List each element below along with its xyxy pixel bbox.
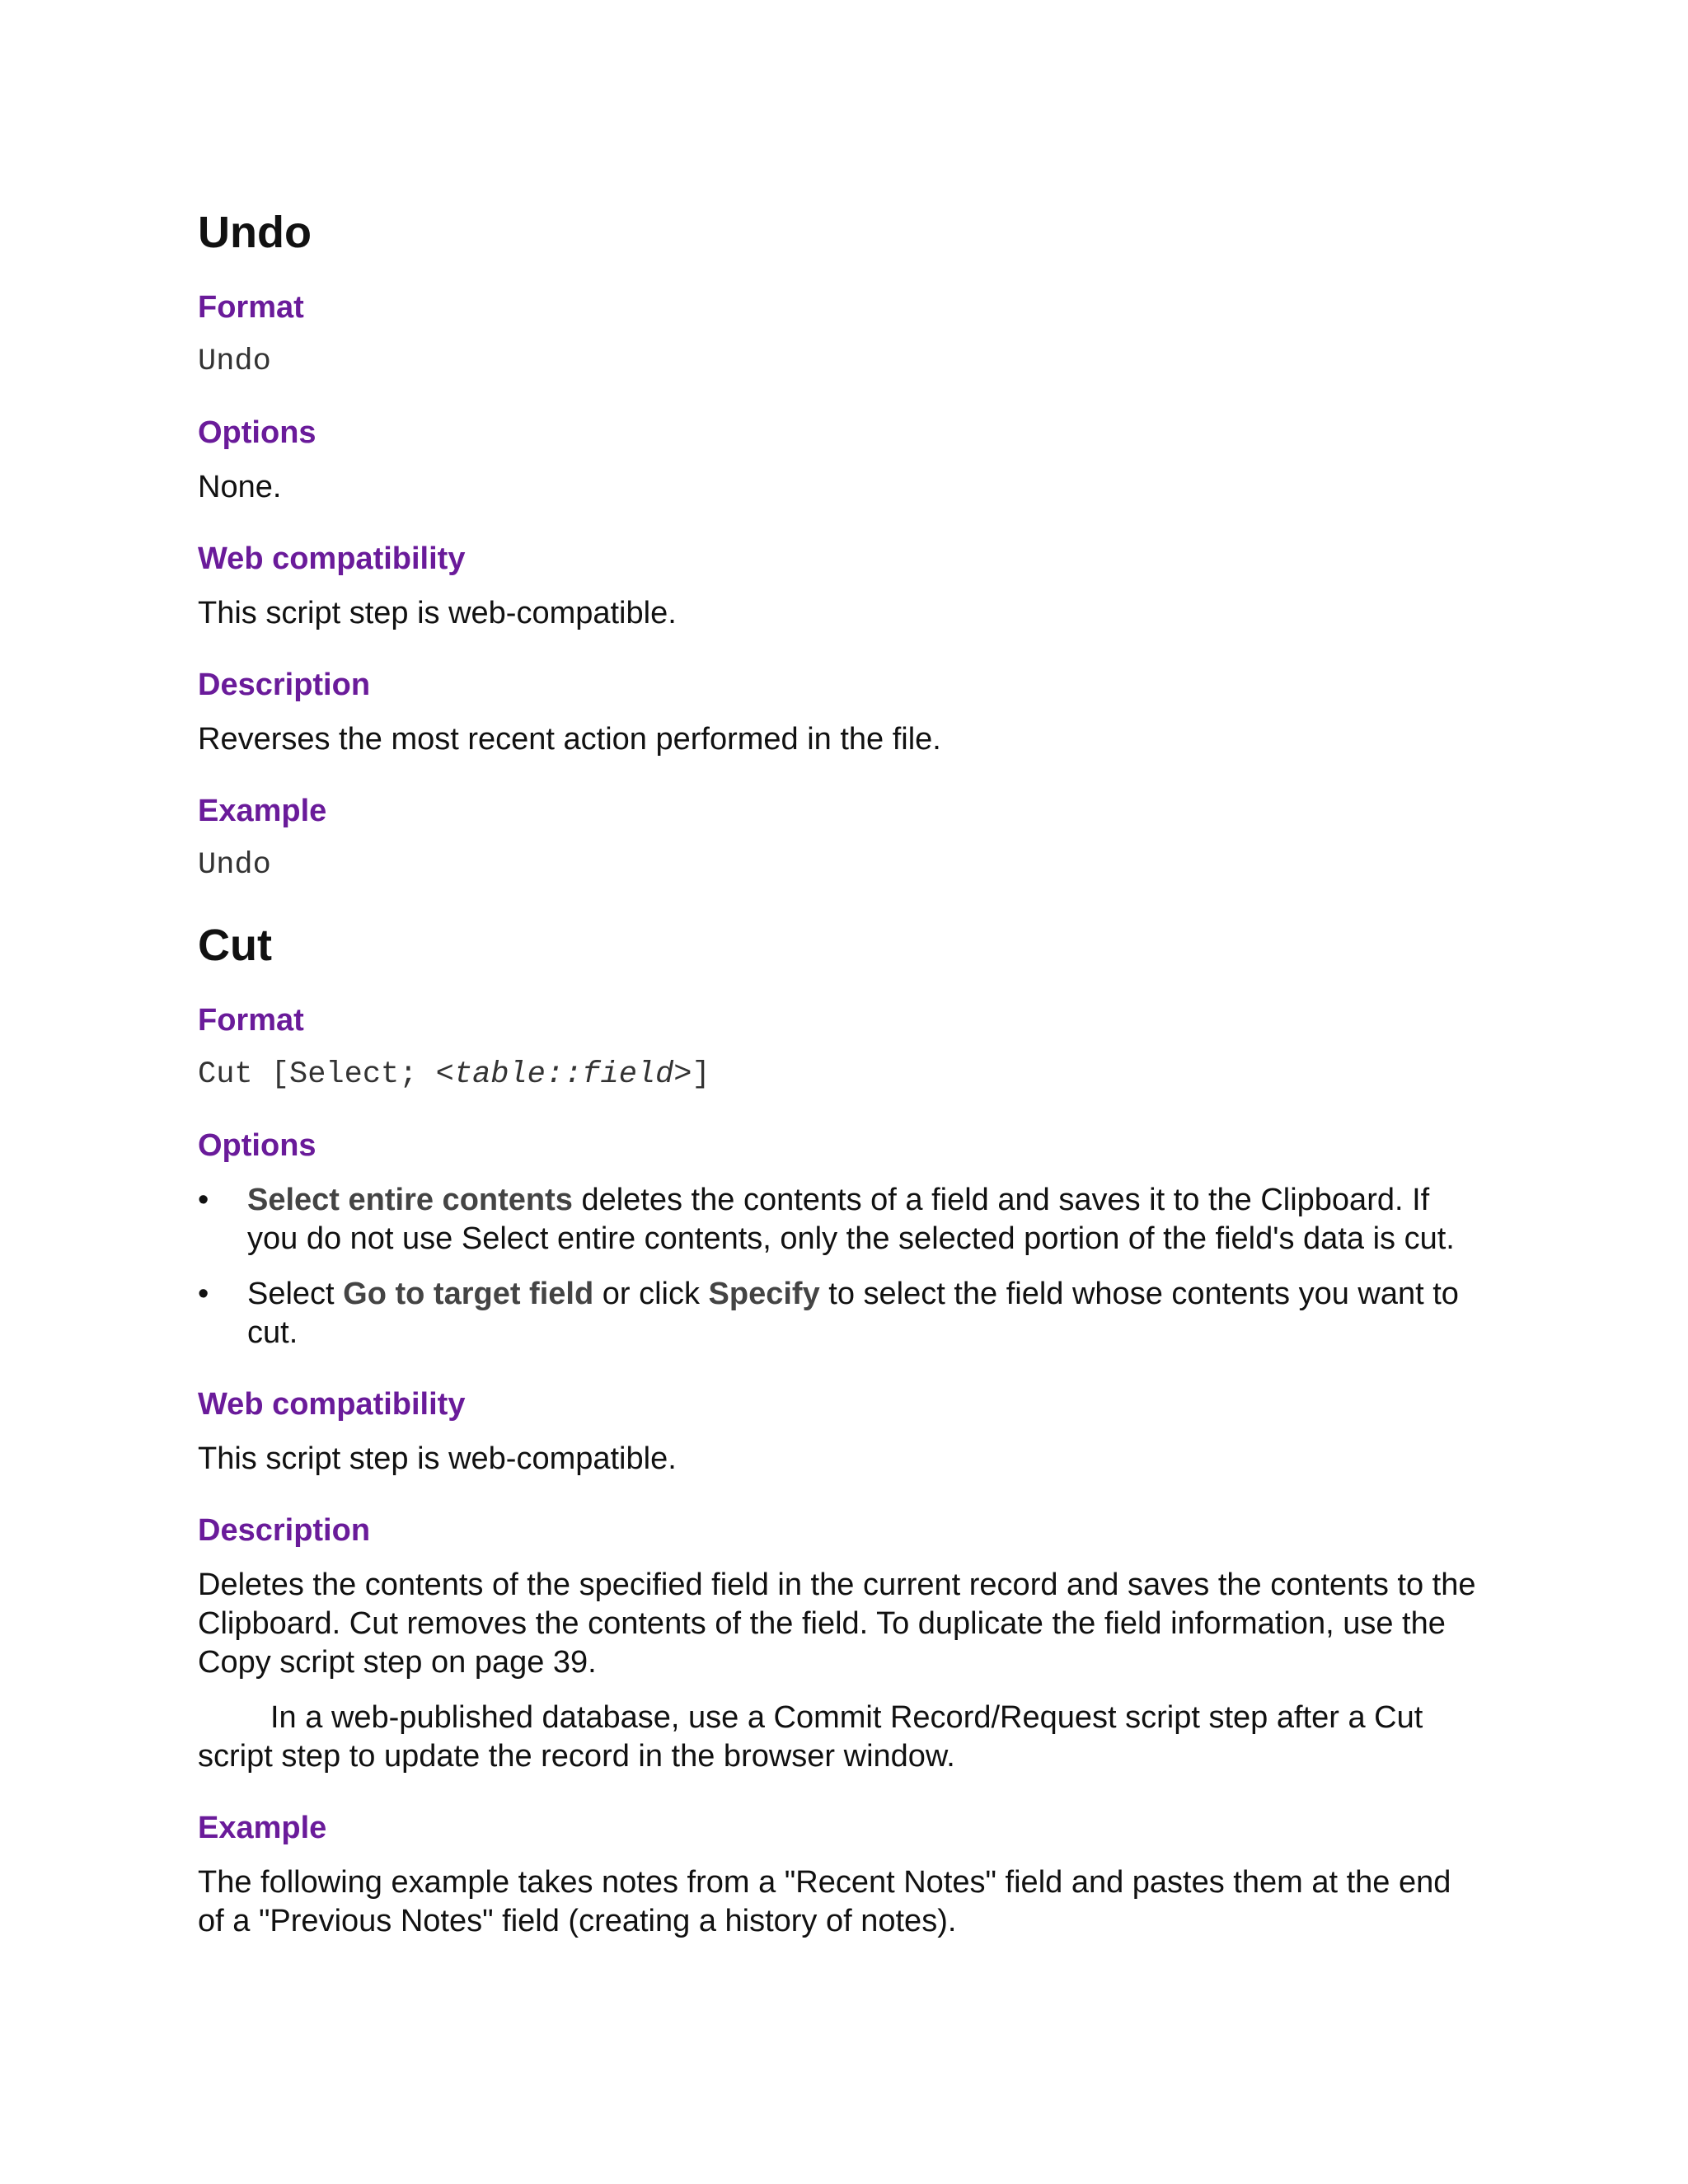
list-item bbox=[198, 1181, 1484, 1258]
cut-web-text: This script step is web-compatible. bbox=[198, 1441, 677, 1476]
cut-format-code bbox=[198, 1056, 1484, 1094]
cut-example-heading: Example bbox=[198, 1811, 327, 1845]
option-name: Specify bbox=[708, 1277, 820, 1311]
cut-example-text: The following example takes notes from a "Recent Notes" field and pastes them at the end of a "Previous Notes" field (creating a history of notes). bbox=[198, 1865, 1451, 1938]
cut-options-list bbox=[198, 1181, 1484, 1352]
cut-description-note: In a web-published database, use a Commit Record/Request script step after a Cut script step to update the record in the browser window. bbox=[198, 1700, 1423, 1774]
list-item bbox=[198, 1275, 1484, 1352]
undo-description-heading: Description bbox=[198, 668, 371, 702]
option-text: deletes the contents of a field and saves it to the Clipboard. If you do not use Select entire contents, only the selected portion of the field's data is cut. bbox=[247, 1183, 1455, 1256]
cut-format-heading: Format bbox=[198, 1003, 304, 1038]
cut-description-text: Deletes the contents of the specified field in the current record and saves the contents to the Clipboard. Cut removes the contents of the field. To duplicate the field information, use the Copy script step on page 39. bbox=[198, 1568, 1476, 1680]
option-text: Select bbox=[247, 1277, 344, 1311]
cut-format-code-param: <table::field> bbox=[435, 1057, 692, 1092]
undo-options-heading: Options bbox=[198, 415, 316, 450]
option-name: Select entire contents bbox=[247, 1183, 573, 1217]
undo-example-code: Undo bbox=[198, 848, 271, 883]
cut-options-heading: Options bbox=[198, 1128, 316, 1163]
cut-title: Cut bbox=[198, 921, 272, 970]
cut-web-heading: Web compatibility bbox=[198, 1387, 466, 1422]
document-page bbox=[198, 206, 1484, 1941]
bullet: • bbox=[198, 1183, 209, 1217]
option-text: to select the field whose contents you want to cut. bbox=[247, 1277, 1459, 1350]
undo-title: Undo bbox=[198, 208, 312, 257]
cut-format-code-suffix: ] bbox=[692, 1057, 710, 1092]
undo-web-text: This script step is web-compatible. bbox=[198, 596, 677, 630]
cut-format-code-prefix: Cut [Select; bbox=[198, 1057, 436, 1092]
option-text: or click bbox=[593, 1277, 709, 1311]
cut-description-heading: Description bbox=[198, 1513, 371, 1548]
undo-web-heading: Web compatibility bbox=[198, 541, 466, 576]
undo-format-heading: Format bbox=[198, 290, 304, 325]
undo-options-text: None. bbox=[198, 470, 282, 504]
undo-example-heading: Example bbox=[198, 794, 327, 828]
option-name: Go to target field bbox=[343, 1277, 594, 1311]
undo-description-text: Reverses the most recent action performed in the file. bbox=[198, 722, 941, 757]
undo-format-code: Undo bbox=[198, 344, 271, 379]
bullet: • bbox=[198, 1277, 209, 1311]
